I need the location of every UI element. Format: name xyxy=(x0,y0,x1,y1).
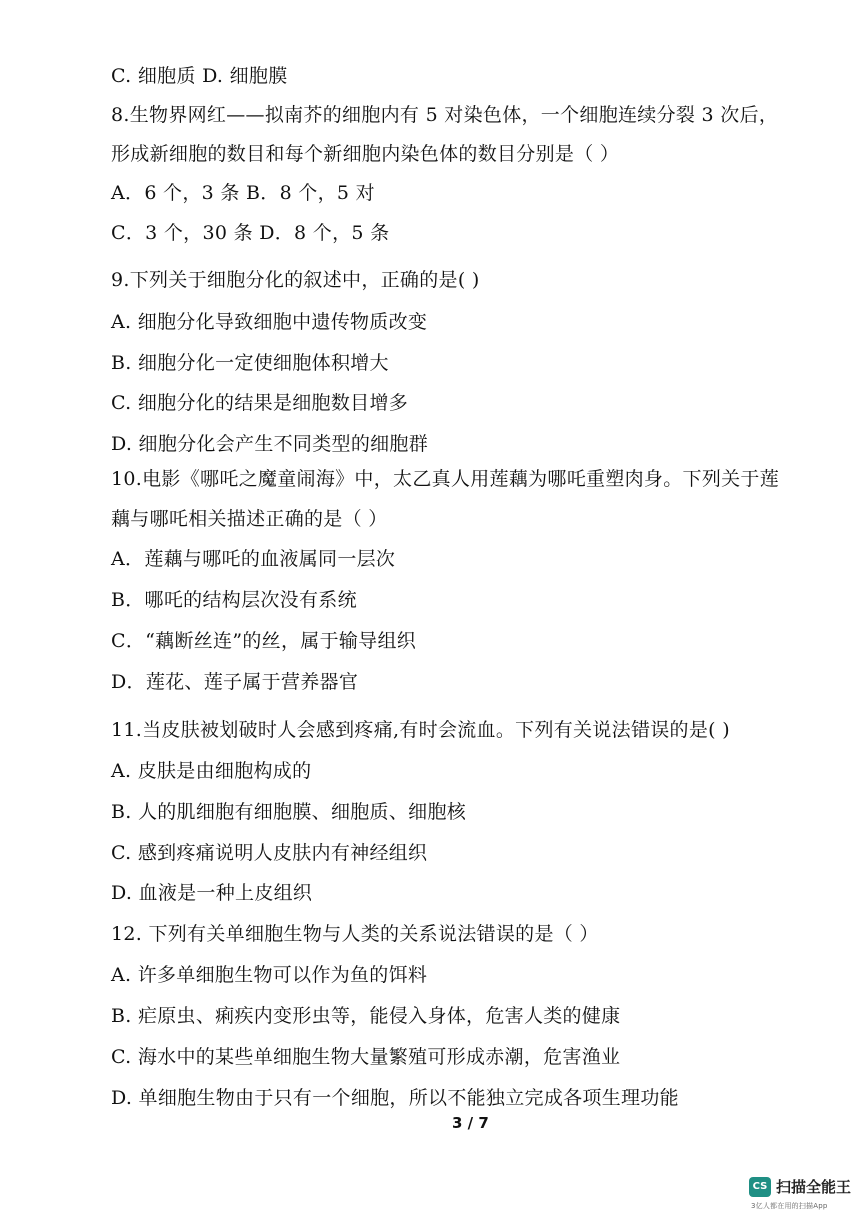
q10-option-c: C．“藕断丝连”的丝，属于输导组织 xyxy=(111,630,417,652)
q9-option-c: C. 细胞分化的结果是细胞数目增多 xyxy=(111,392,409,414)
q10-option-a: A．莲藕与哪吒的血液属同一层次 xyxy=(111,548,396,570)
q10-option-d: D．莲花、莲子属于营养器官 xyxy=(111,671,359,693)
q11-option-b: B. 人的肌细胞有细胞膜、细胞质、细胞核 xyxy=(111,801,467,823)
q11-stem: 11.当皮肤被划破时人会感到疼痛,有时会流血。下列有关说法错误的是( ) xyxy=(111,719,730,741)
q9-stem: 9.下列关于细胞分化的叙述中，正确的是( ) xyxy=(111,269,480,291)
watermark-tagline: 3亿人都在用的扫描App xyxy=(751,1202,828,1210)
scanner-watermark-logo xyxy=(749,1175,861,1215)
q8-stem-line2: 形成新细胞的数目和每个新细胞内染色体的数目分别是（ ） xyxy=(111,143,620,165)
camscanner-icon: CS xyxy=(749,1177,771,1197)
q7-options-cd: C. 细胞质 D. 细胞膜 xyxy=(111,65,288,87)
q9-option-b: B. 细胞分化一定使细胞体积增大 xyxy=(111,352,389,374)
q10-option-b: B．哪吒的结构层次没有系统 xyxy=(111,589,357,611)
q8-options-cd: C．3 个，30 条 D．8 个，5 条 xyxy=(111,222,390,244)
q10-stem-line1: 10.电影《哪吒之魔童闹海》中，太乙真人用莲藕为哪吒重塑肉身。下列关于莲 xyxy=(111,468,780,490)
q12-stem: 12. 下列有关单细胞生物与人类的关系说法错误的是（ ） xyxy=(111,923,599,945)
q8-stem-line1: 8.生物界网红——拟南芥的细胞内有 5 对染色体，一个细胞连续分裂 3 次后， xyxy=(111,104,779,126)
q12-option-b: B. 疟原虫、痢疾内变形虫等，能侵入身体，危害人类的健康 xyxy=(111,1005,621,1027)
q11-option-d: D. 血液是一种上皮组织 xyxy=(111,882,313,904)
watermark-name: 扫描全能王 xyxy=(776,1178,852,1196)
q8-options-ab: A．6 个，3 条 B．8 个，5 对 xyxy=(111,182,375,204)
q12-option-d: D. 单细胞生物由于只有一个细胞，所以不能独立完成各项生理功能 xyxy=(111,1087,679,1109)
q11-option-a: A. 皮肤是由细胞构成的 xyxy=(111,760,312,782)
q12-option-a: A. 许多单细胞生物可以作为鱼的饵料 xyxy=(111,964,428,986)
q10-stem-line2: 藕与哪吒相关描述正确的是（ ） xyxy=(111,508,388,530)
q12-option-c: C. 海水中的某些单细胞生物大量繁殖可形成赤潮，危害渔业 xyxy=(111,1046,621,1068)
q9-option-a: A. 细胞分化导致细胞中遗传物质改变 xyxy=(111,311,428,333)
q11-option-c: C. 感到疼痛说明人皮肤内有神经组织 xyxy=(111,842,428,864)
page-number: 3 / 7 xyxy=(452,1114,489,1132)
q9-option-d: D. 细胞分化会产生不同类型的细胞群 xyxy=(111,433,429,455)
